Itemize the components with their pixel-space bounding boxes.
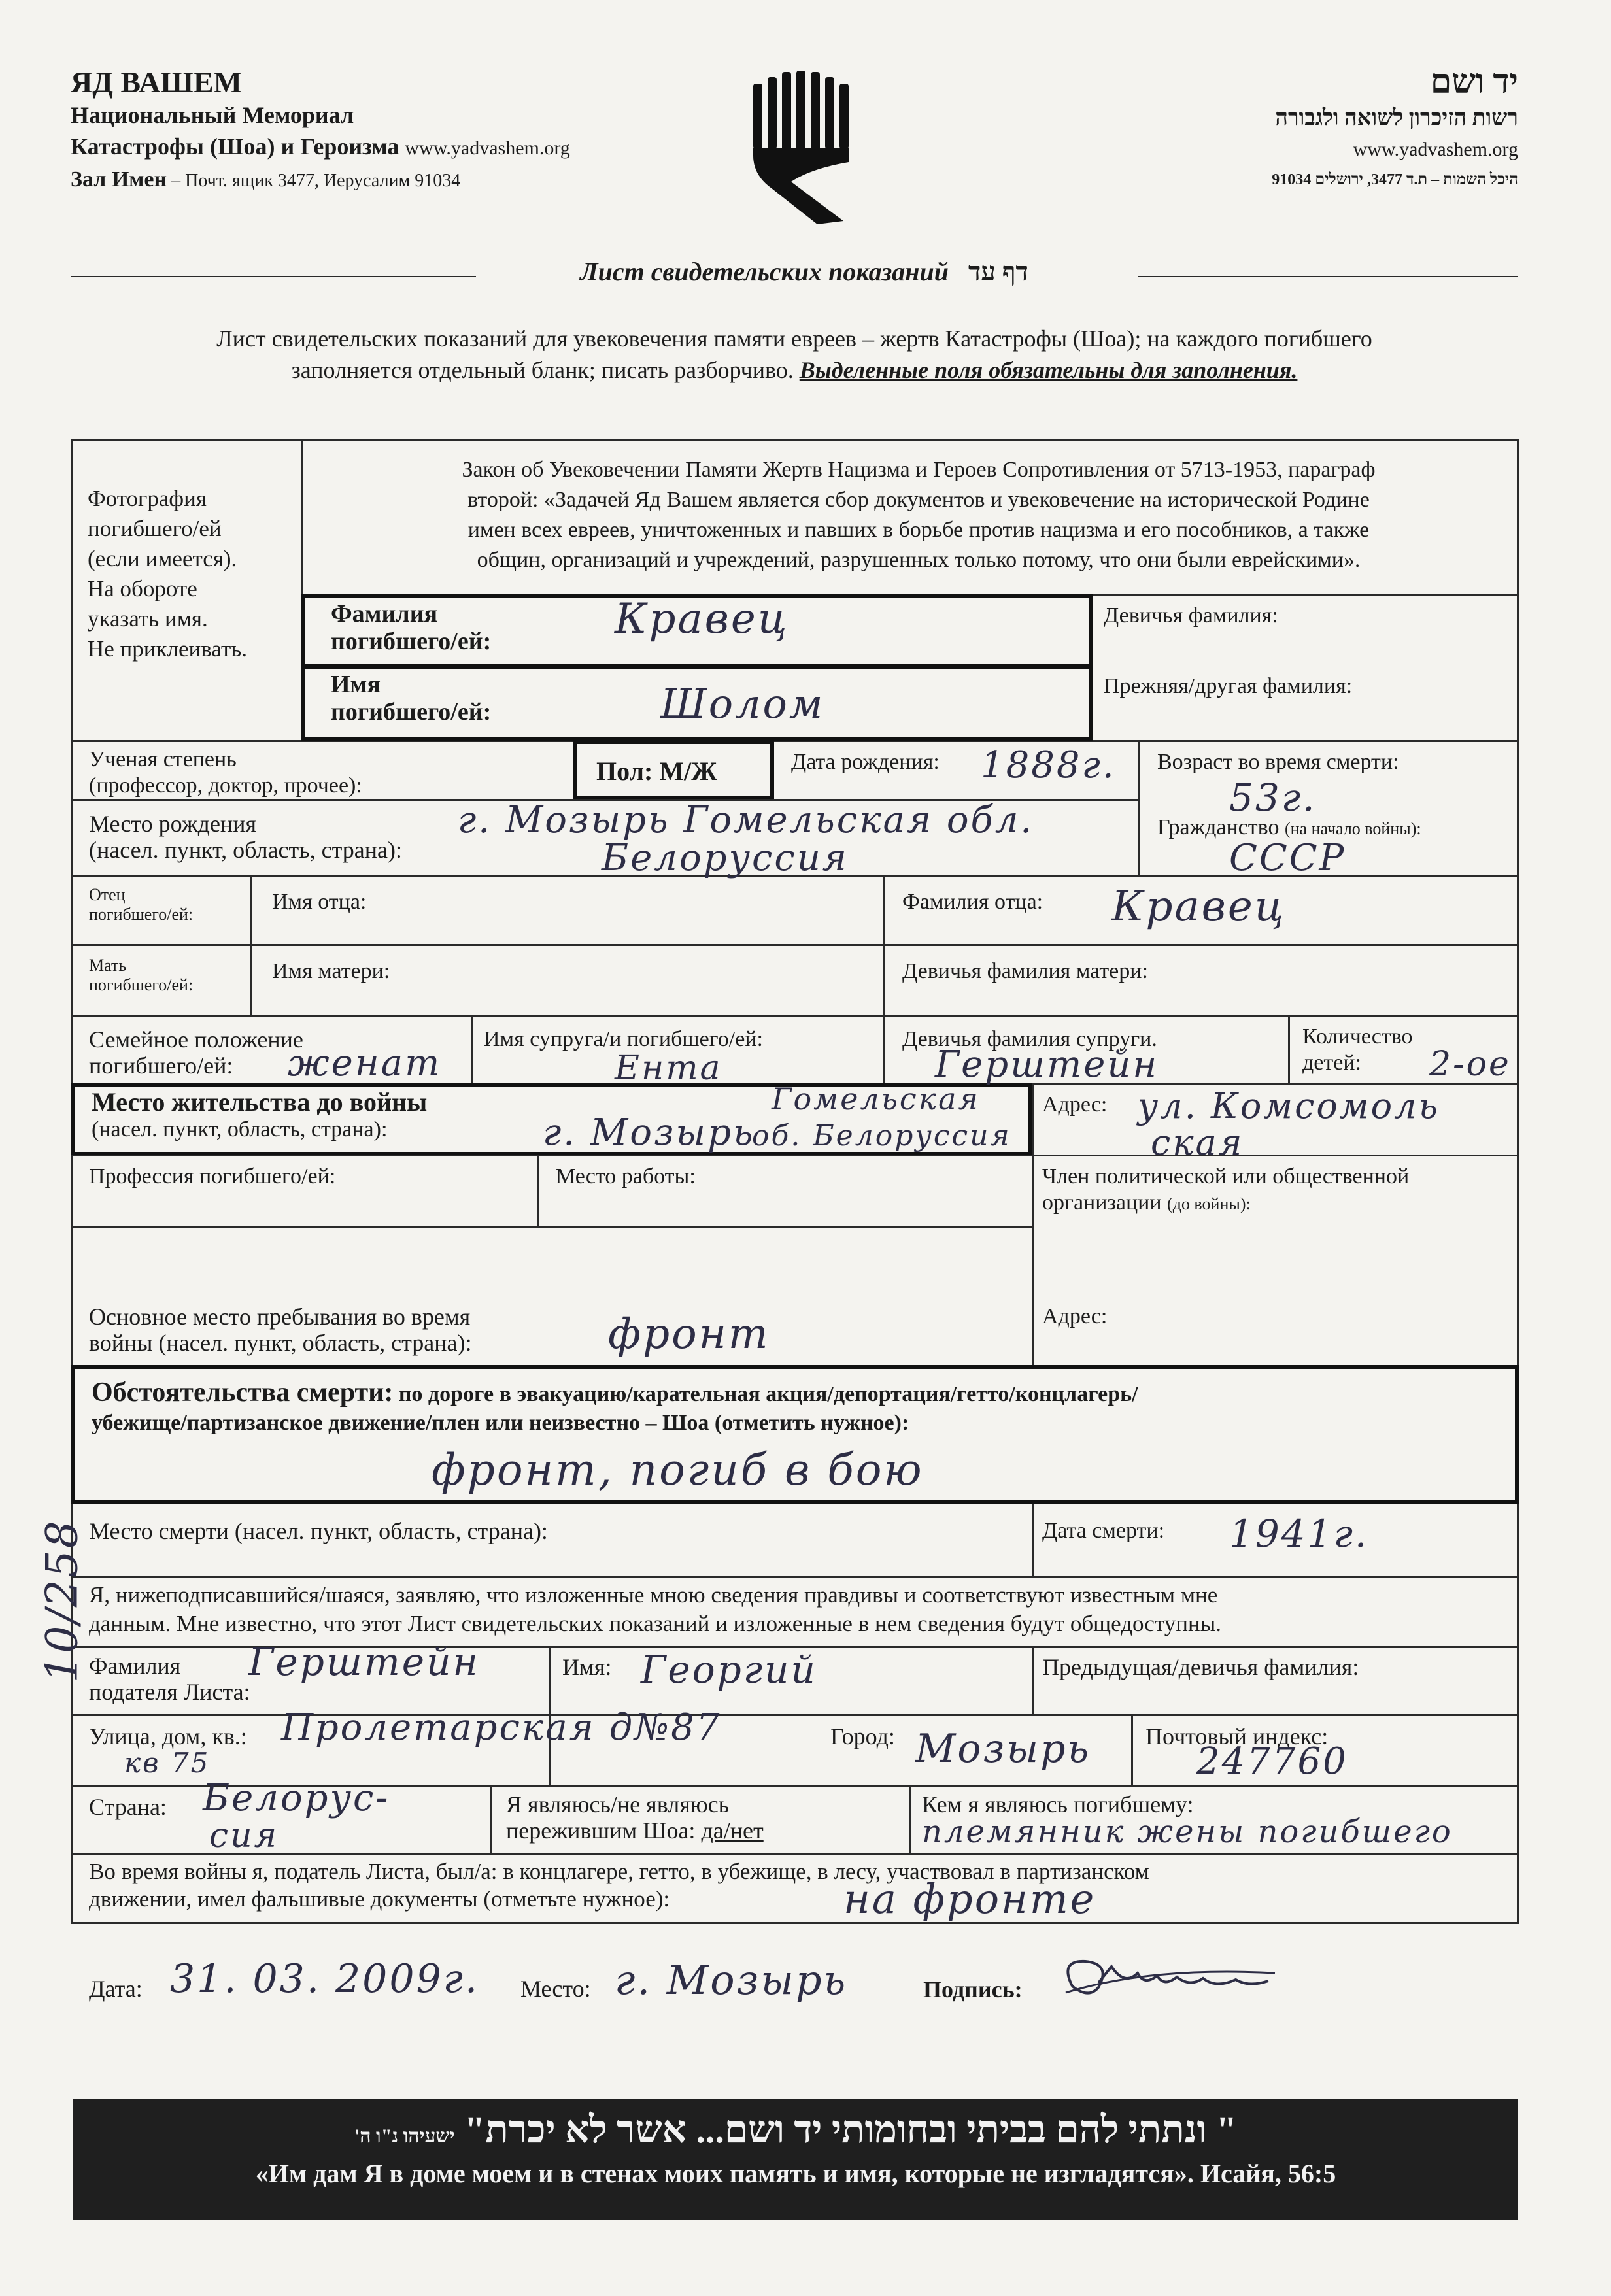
member-label-2: организации (1042, 1190, 1162, 1215)
submitter-surname-label-2: подателя Листа: (89, 1679, 250, 1705)
mother-name-label: Имя матери: (272, 959, 390, 983)
law-l4: общин, организаций и учреждений, разрушенных только потому, что они были еврейскими». (477, 548, 1361, 572)
ru-url: www.yadvashem.org (405, 137, 570, 159)
age-value[interactable]: 53г. (1229, 775, 1317, 820)
logo (745, 71, 856, 228)
degree-label (89, 747, 362, 799)
handwritten-signature-icon (1053, 1947, 1327, 2006)
submitter-name-label: Имя: (562, 1654, 612, 1680)
ru-address-text: – Почт. ящик 3477, Иерусалим 91034 (167, 171, 461, 191)
survivor-options[interactable]: да/нет (701, 1817, 764, 1844)
residence-label-2: (насел. пункт, область, страна): (92, 1117, 388, 1141)
father-label (89, 885, 193, 924)
marital-divider-3 (1288, 1015, 1290, 1083)
place-label: Место: (520, 1976, 591, 2002)
victim-surname-value[interactable]: Кравец (615, 595, 789, 643)
victim-surname-label-1: Фамилия (331, 600, 438, 628)
he-address: היכל השמות – ת.ד 3477, ירושלים 91034 (1272, 171, 1518, 188)
sub-divider-2 (1032, 1646, 1034, 1714)
dob-value[interactable]: 1888г. (981, 744, 1116, 786)
intro-text (71, 323, 1518, 386)
spouse-name-value[interactable]: Ента (615, 1049, 722, 1088)
row-sep-11 (71, 1576, 1519, 1578)
footer-he-ref: ישעיהו נ"ו ה' (354, 2125, 455, 2147)
citizenship-value[interactable]: СССР (1229, 837, 1346, 879)
father-label-1: Отец (89, 885, 126, 904)
street-value-2[interactable]: кв 75 (124, 1747, 211, 1779)
form-border-left (71, 439, 73, 1923)
residence-value-1[interactable]: Гомельская (772, 1081, 980, 1117)
degree-label-2: (профессор, доктор, прочее): (89, 773, 362, 798)
circumstances-title: Обстоятельства смерти: (92, 1377, 394, 1408)
footer-banner (73, 2099, 1518, 2220)
city-label: Город: (830, 1723, 895, 1749)
victim-name-label-1: Имя (331, 671, 381, 698)
ru-address (71, 164, 659, 197)
signature-label: Подпись: (923, 1976, 1023, 2002)
sub-divider-5 (909, 1785, 911, 1853)
wartime-place-label-2: войны (насел. пункт, область, страна): (89, 1330, 472, 1356)
spouse-name-label: Имя супруга/и погибшего/ей: (484, 1027, 763, 1051)
date-label: Дата: (89, 1976, 143, 2002)
he-url: www.yadvashem.org (1353, 139, 1518, 160)
circumstances-options-1: по дороге в эвакуацию/карательная акция/депортация/гетто/концлагерь/ (393, 1382, 1138, 1406)
children-value[interactable]: 2-ое (1429, 1045, 1511, 1084)
birthplace-label-2: (насел. пункт, область, страна): (89, 837, 403, 863)
row-sep-5 (71, 944, 1519, 946)
zip-label: Почтовый индекс: (1145, 1723, 1329, 1749)
form-title-ru: Лист свидетельских показаний (580, 257, 949, 286)
degree-label-1: Ученая степень (89, 747, 237, 771)
member-note: (до войны): (1167, 1194, 1251, 1213)
street-value-1[interactable]: Пролетарская д№87 (281, 1706, 722, 1749)
father-label-2: погибшего/ей: (89, 905, 194, 924)
photo-l4: На обороте (88, 576, 197, 601)
death-place-label: Место смерти (насел. пункт, область, страна): (89, 1518, 548, 1544)
circumstances-value[interactable]: фронт, погиб в бою (432, 1445, 924, 1495)
birthplace-value-1[interactable]: г. Мозырь Гомельская обл. (458, 799, 1034, 841)
footer-ru-quote: «Им дам Я в доме моем и в стенах моих память и имя, которые не изгладятся». Исайя, 56:5 (255, 2159, 1336, 2188)
submitter-surname-label-1: Фамилия (89, 1653, 181, 1679)
survivor-label-2: пережившим Шоа: (506, 1817, 696, 1844)
residence-address-label: Адрес: (1042, 1092, 1108, 1117)
country-label: Страна: (89, 1794, 167, 1820)
photo-instructions (88, 484, 297, 664)
spouse-maiden-label: Девичья фамилия супруги. (902, 1027, 1157, 1051)
ru-org-line2-text: Катастрофы (Шоа) и Героизма (71, 133, 399, 160)
victim-maiden-label: Девичья фамилия: (1104, 603, 1278, 628)
residence-label (92, 1088, 427, 1143)
survivor-label-1: Я являюсь/не являюсь (506, 1791, 730, 1817)
circumstances-options-2: убежище/партизанское движение/плен или неизвестно – Шоа (отметить нужное): (92, 1411, 909, 1435)
marital-label-2: погибшего/ей: (89, 1053, 233, 1079)
city-value[interactable]: Мозырь (915, 1726, 1091, 1772)
victim-name-label (331, 671, 491, 726)
menorah-logo-icon (745, 71, 856, 228)
workplace-label: Место работы: (556, 1164, 696, 1189)
row-sep-9 (71, 1226, 1033, 1228)
member-label-2-row (1042, 1190, 1409, 1216)
photo-l2: погибшего/ей (88, 516, 222, 541)
law-l3: имен всех евреев, уничтоженных и павших в борьбе против нацизма и его пособников, а также (467, 518, 1370, 542)
relation-label: Кем я являюсь погибшему: (922, 1791, 1194, 1817)
birthplace-label-1: Место рождения (89, 811, 257, 837)
profession-divider-1 (537, 1155, 539, 1226)
father-surname-label: Фамилия отца: (902, 890, 1043, 914)
row-sep-8 (71, 1155, 1519, 1156)
marital-value[interactable]: женат (288, 1042, 442, 1085)
birthplace-label (89, 811, 402, 863)
profession-label: Профессия погибшего/ей: (89, 1164, 336, 1189)
street-label: Улица, дом, кв.: (89, 1723, 247, 1749)
residence-address-value-2[interactable]: ская (1151, 1122, 1244, 1163)
survivor-label-2-row (506, 1817, 764, 1844)
submitter-wartime-label-2: движении, имел фальшивые документы (отметьте нужное): (89, 1886, 670, 1912)
mother-maiden-label: Девичья фамилия матери: (902, 959, 1148, 983)
photo-l5: указать имя. (88, 606, 208, 632)
children-label-2: детей: (1302, 1051, 1361, 1075)
submitter-name-value[interactable]: Георгий (641, 1647, 817, 1692)
form-border-right (1517, 439, 1519, 1923)
sex-label[interactable]: Пол: М/Ж (596, 756, 717, 786)
submitter-prev-label: Предыдущая/девичья фамилия: (1042, 1654, 1359, 1680)
ru-org-line2 (71, 131, 659, 164)
ru-org-title: ЯД ВАШЕМ (71, 65, 242, 99)
marital-divider-2 (883, 1015, 885, 1083)
citizenship-label-text: Гражданство (1157, 815, 1280, 839)
victim-name-value[interactable]: Шолом (660, 680, 825, 728)
law-l2: второй: «Задачей Яд Вашем является сбор документов и увековечение на исторической Родине (467, 488, 1370, 512)
victim-prev-surname-label: Прежняя/другая фамилия: (1104, 674, 1353, 698)
footer-he-quote: " ונתתי להם בביתי ובחומותי יד ושם... אשר לא יכרת" (464, 2108, 1238, 2151)
law-text (327, 455, 1510, 575)
footer-he-row (73, 2108, 1518, 2152)
country-value-1[interactable]: Белорус- (203, 1777, 390, 1819)
ru-org-line1: Национальный Мемориал (71, 102, 354, 128)
wartime-place-value[interactable]: фронт (608, 1310, 770, 1359)
member-label-1: Член политической или общественной (1042, 1164, 1410, 1189)
intro-line1: Лист свидетельских показаний для увековечения памяти евреев – жертв Катастрофы (Шоа); на каждого погибшего (216, 326, 1372, 352)
country-value-2[interactable]: сия (209, 1816, 279, 1855)
form-title-he: דף עד (968, 257, 1028, 286)
photo-l6: Не приклеивать. (88, 636, 247, 662)
survivor-label (506, 1791, 764, 1844)
law-l1: Закон об Увековечении Памяти Жертв Нацизма и Героев Сопротивления от 5713-1953, параграф (462, 458, 1376, 482)
margin-note: 10/258 (37, 1519, 88, 1683)
place-value[interactable]: г. Мозырь (615, 1956, 848, 2004)
he-org-title: יד ושם (1430, 63, 1518, 101)
birthplace-value-2[interactable]: Белоруссия (602, 837, 849, 879)
mother-label (89, 956, 193, 995)
mother-label-2: погибшего/ей: (89, 975, 194, 994)
row-sep-15 (71, 1853, 1519, 1855)
member-label (1042, 1164, 1409, 1216)
circumstances-label-1-row (92, 1378, 1497, 1409)
marital-label (89, 1026, 303, 1079)
header-ru (71, 65, 659, 197)
citizenship-note: (на начало войны): (1284, 819, 1421, 838)
submitter-wartime-value[interactable]: на фронте (843, 1875, 1096, 1923)
mother-label-1: Мать (89, 956, 127, 975)
submitter-wartime-label-1: Во время войны я, податель Листа, был/а: в концлагере, гетто, в убежище, в лесу, участвовал в партизанском (89, 1859, 1149, 1884)
ru-address-bold: Зал Имен (71, 167, 167, 192)
sub-divider-3 (1131, 1714, 1133, 1786)
father-name-label: Имя отца: (272, 890, 367, 914)
wartime-place-label (89, 1304, 472, 1356)
row-sep-6 (71, 1015, 1519, 1017)
zip-value[interactable]: 247760 (1196, 1740, 1348, 1783)
victim-surname-label-2: погибшего/ей: (331, 628, 492, 655)
wartime-address-label: Адрес: (1042, 1304, 1108, 1328)
dob-label: Дата рождения: (791, 750, 940, 774)
death-date-label: Дата смерти: (1042, 1519, 1165, 1543)
intro-line2 (71, 354, 1518, 386)
form-title (484, 256, 1125, 287)
title-rule-left (71, 276, 476, 277)
title-rule-right (1138, 276, 1518, 277)
death-date-value[interactable]: 1941г. (1229, 1511, 1369, 1556)
children-label (1302, 1024, 1413, 1076)
declaration-l2: данным. Мне известно, что этот Лист свидетельских показаний и изложенные в нем сведения будут общедоступны. (89, 1611, 1221, 1636)
wartime-place-label-1: Основное место пребывания во время (89, 1304, 471, 1330)
submitter-surname-value[interactable]: Герштейн (248, 1640, 480, 1684)
signature-image (1053, 1947, 1327, 2006)
children-label-1: Количество (1302, 1024, 1413, 1049)
residence-value-2[interactable]: г. Мозырь (543, 1111, 755, 1154)
photo-l1: Фотография (88, 486, 207, 511)
relation-value[interactable]: племянник жены погибшего (922, 1814, 1453, 1850)
victim-name-label-2: погибшего/ей: (331, 698, 492, 726)
residence-address-divider (1032, 1083, 1034, 1156)
death-date-divider (1032, 1504, 1034, 1576)
residence-value-3[interactable]: об. Белоруссия (752, 1119, 1011, 1153)
form-border-bottom (71, 1922, 1519, 1924)
sub-divider-4 (490, 1785, 492, 1853)
father-surname-value[interactable]: Кравец (1111, 883, 1286, 931)
form-border-top (71, 439, 1519, 441)
intro-line2-text: заполняется отдельный бланк; писать разборчиво. (291, 357, 794, 383)
marital-divider-1 (471, 1015, 473, 1083)
profession-divider-2 (1032, 1155, 1034, 1365)
date-value[interactable]: 31. 03. 2009г. (170, 1956, 480, 2002)
residence-address-value-1[interactable]: ул. Комсомоль (1138, 1085, 1440, 1126)
residence-label-1: Место жительства до войны (92, 1087, 428, 1117)
age-divider (1138, 740, 1140, 877)
intro-required-note: Выделенные поля обязательны для заполнения. (799, 357, 1298, 383)
submitter-wartime-label (89, 1858, 1508, 1913)
victim-surname-label (331, 600, 491, 655)
submitter-surname-label (89, 1653, 250, 1705)
age-label: Возраст во время смерти: (1157, 750, 1399, 774)
circumstances-label (92, 1378, 1497, 1438)
he-org-subtitle: רשות הזיכרון לשואה ולגבורה (1275, 106, 1518, 130)
spouse-maiden-value[interactable]: Герштейн (935, 1043, 1159, 1086)
marital-label-1: Семейное положение (89, 1026, 303, 1053)
header-he (981, 63, 1518, 195)
declaration-text (89, 1581, 1508, 1638)
photo-l3: (если имеется). (88, 546, 237, 571)
declaration-l1: Я, нижеподписавшийся/шаяся, заявляю, что изложенные мною сведения правдивы и соответствуют известным мне (89, 1582, 1218, 1608)
